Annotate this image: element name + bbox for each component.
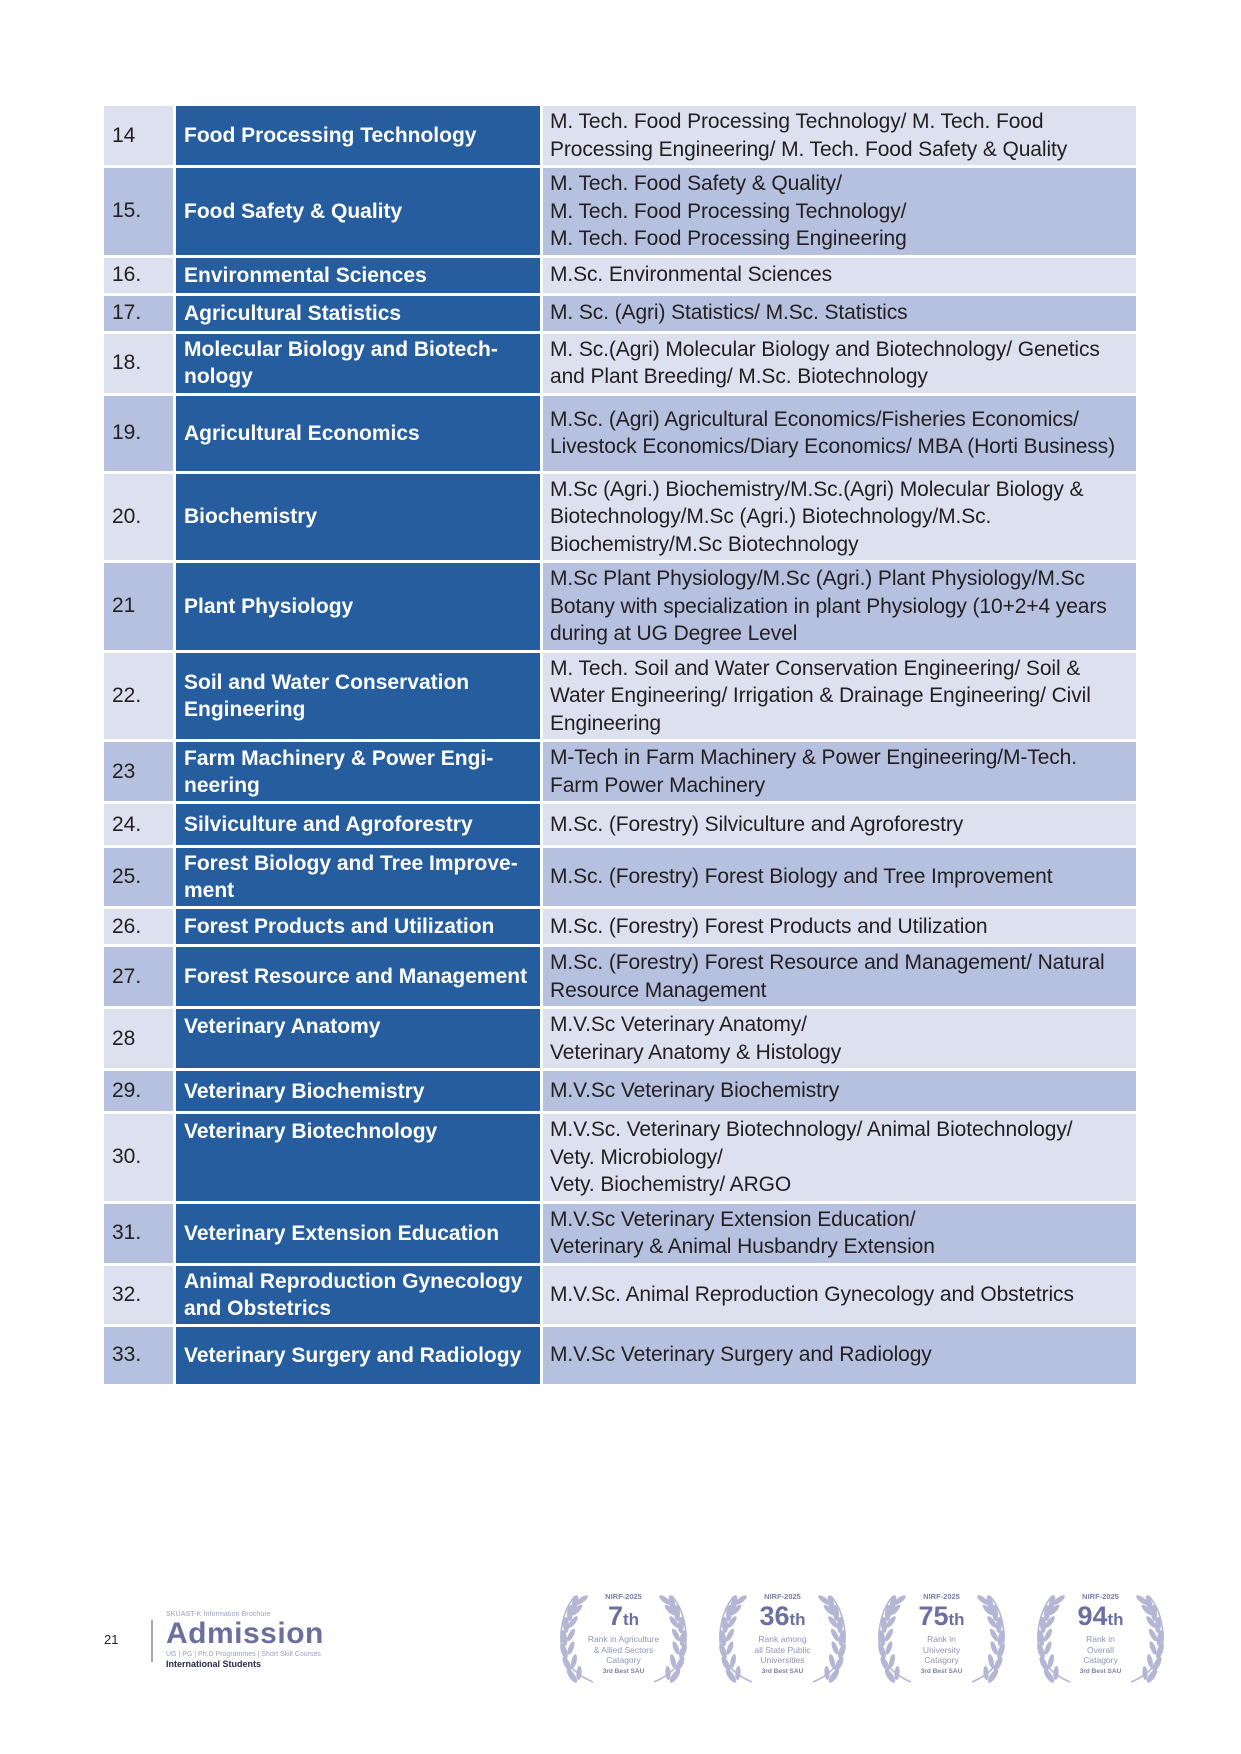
row-number: 21 — [104, 563, 176, 653]
brochure-brand — [166, 1611, 324, 1669]
badge-rank: 94th — [1077, 1601, 1124, 1631]
qualification-line: Vety. Microbiology/ — [550, 1145, 723, 1169]
required-qualification: M.V.Sc. Animal Reproduction Gynecology and Obstetrics — [543, 1266, 1136, 1327]
required-qualification: M.V.Sc Veterinary Biochemistry — [543, 1071, 1136, 1114]
table-row — [104, 168, 1136, 258]
badge-rank: 36th — [759, 1601, 806, 1631]
badge-description-line: Catagory — [606, 1655, 641, 1665]
required-qualification: M.Sc. (Forestry) Silviculture and Agroforestry — [543, 804, 1136, 848]
brand-subtitle: UG | PG | Ph.D Programmes | Short Skill Courses — [166, 1651, 321, 1658]
row-number: 29. — [104, 1071, 176, 1114]
table-row — [104, 804, 1136, 848]
row-number: 17. — [104, 296, 176, 334]
row-number: 33. — [104, 1327, 176, 1387]
row-number: 30. — [104, 1114, 176, 1204]
table-row — [104, 563, 1136, 653]
table-row — [104, 106, 1136, 168]
discipline-name: Forest Biology and Tree Improvement — [176, 848, 543, 909]
table-row — [104, 1266, 1136, 1327]
badge-description-line: Universities — [760, 1655, 805, 1665]
qualification-line: M. Tech. Food Safety & Quality/ — [550, 172, 842, 195]
badge-description-line: Rank in Agriculture — [587, 1634, 660, 1644]
discipline-name: Veterinary Surgery and Radiology — [176, 1327, 543, 1387]
required-qualification — [543, 1009, 1136, 1071]
badge-note: 3rd Best SAU — [920, 1667, 963, 1675]
badge-description-line: Overall — [1087, 1644, 1114, 1655]
table-row — [104, 1114, 1136, 1204]
table-row — [104, 1071, 1136, 1114]
table-row — [104, 1327, 1136, 1387]
badge-description-line: Rank in — [927, 1634, 956, 1644]
discipline-name: Soil and Water Conservation Engineering — [176, 653, 543, 743]
table-row — [104, 909, 1136, 947]
badge-rank: 75th — [918, 1601, 965, 1631]
discipline-name: Forest Resource and Management — [176, 947, 543, 1009]
required-qualification: M.Sc. (Agri) Agricultural Economics/Fisheries Economics/ Livestock Economics/Diary Economics/ MBA (Horti Business) — [543, 396, 1136, 474]
required-qualification: M.V.Sc Veterinary Surgery and Radiology — [543, 1327, 1136, 1387]
qualification-line: M. Tech. Food Processing Technology/ — [550, 199, 907, 223]
table-row — [104, 258, 1136, 296]
discipline-name: Plant Physiology — [176, 563, 543, 653]
row-number: 20. — [104, 474, 176, 564]
table-row — [104, 1204, 1136, 1266]
discipline-name: Forest Products and Utilization — [176, 909, 543, 947]
row-number: 24. — [104, 804, 176, 848]
nirf-rank-badge — [553, 1588, 694, 1684]
discipline-name: Animal Reproduction Gynecology and Obstetrics — [176, 1266, 543, 1327]
qualification-line: M.V.Sc. Veterinary Biotechnology/ Animal Biotechnology/ — [550, 1118, 1073, 1141]
eligibility-table — [104, 106, 1136, 1387]
discipline-name: Food Safety & Quality — [176, 168, 543, 258]
eligibility-table-container — [104, 106, 1136, 1387]
row-number: 28 — [104, 1009, 176, 1071]
badge-description — [575, 1634, 672, 1666]
qualification-line: M. Tech. Food Processing Engineering — [550, 227, 907, 250]
discipline-name: Veterinary Biochemistry — [176, 1071, 543, 1114]
footer-divider — [151, 1620, 153, 1662]
row-number: 25. — [104, 848, 176, 909]
required-qualification: M.Sc. (Forestry) Forest Biology and Tree Improvement — [543, 848, 1136, 909]
required-qualification: M.Sc. Environmental Sciences — [543, 258, 1136, 296]
discipline-name: Silviculture and Agroforestry — [176, 804, 543, 848]
row-number: 14 — [104, 106, 176, 168]
required-qualification: M.Sc Plant Physiology/M.Sc (Agri.) Plant Physiology/M.Sc Botany with specialization in plant Physiology (10+2+4 years during at UG Degree Level — [543, 563, 1136, 653]
required-qualification — [543, 1114, 1136, 1204]
qualification-line: Vety. Biochemistry/ ARGO — [550, 1173, 792, 1196]
discipline-name: Molecular Biology and Biotechnology — [176, 334, 543, 396]
discipline-name: Agricultural Economics — [176, 396, 543, 474]
page-number: 21 — [104, 1632, 119, 1647]
table-row — [104, 848, 1136, 909]
required-qualification — [543, 1204, 1136, 1266]
row-number: 23 — [104, 742, 176, 804]
nirf-badges — [553, 1588, 1171, 1684]
table-row — [104, 296, 1136, 334]
badge-note: 3rd Best SAU — [761, 1667, 804, 1675]
row-number: 31. — [104, 1204, 176, 1266]
badge-description-line: Catagory — [1083, 1655, 1118, 1665]
qualification-line: M.V.Sc Veterinary Extension Education/ — [550, 1207, 916, 1231]
table-row — [104, 653, 1136, 743]
row-number: 19. — [104, 396, 176, 474]
brand-international: International Students — [166, 1659, 262, 1669]
row-number: 22. — [104, 653, 176, 743]
discipline-name: Veterinary Biotechnology — [176, 1114, 543, 1204]
required-qualification: M. Tech. Food Processing Technology/ M. Tech. Food Processing Engineering/ M. Tech. Food Safety & Quality — [543, 106, 1136, 168]
nirf-rank-badge — [1030, 1588, 1171, 1684]
required-qualification: M-Tech in Farm Machinery & Power Engineering/M-Tech. Farm Power Machinery — [543, 742, 1136, 804]
badge-description-line: & Allied Sectors — [593, 1644, 654, 1655]
badge-rank: 7th — [607, 1601, 640, 1631]
qualification-line: Veterinary Anatomy & Histology — [550, 1040, 842, 1064]
discipline-name: Biochemistry — [176, 474, 543, 564]
badge-description-line: University — [922, 1644, 961, 1655]
badge-description-line: Rank among — [758, 1634, 807, 1644]
row-number: 32. — [104, 1266, 176, 1327]
discipline-name: Veterinary Extension Education — [176, 1204, 543, 1266]
discipline-name: Veterinary Anatomy — [176, 1009, 543, 1071]
table-row — [104, 474, 1136, 564]
nirf-rank-badge — [871, 1588, 1012, 1684]
qualification-line: Veterinary & Animal Husbandry Extension — [550, 1235, 935, 1258]
discipline-name: Food Processing Technology — [176, 106, 543, 168]
badge-label: NIRF-2025 — [605, 1592, 642, 1601]
required-qualification: M. Tech. Soil and Water Conservation Engineering/ Soil & Water Engineering/ Irrigation & Drainage Engineering/ Civil Engineering — [543, 653, 1136, 743]
badge-description — [893, 1634, 990, 1666]
badge-note: 3rd Best SAU — [1079, 1667, 1122, 1675]
row-number: 26. — [104, 909, 176, 947]
discipline-name: Farm Machinery & Power Engineering — [176, 742, 543, 804]
nirf-rank-badge — [712, 1588, 853, 1684]
table-row — [104, 742, 1136, 804]
table-row — [104, 947, 1136, 1009]
required-qualification: M.Sc. (Forestry) Forest Resource and Management/ Natural Resource Management — [543, 947, 1136, 1009]
badge-label: NIRF-2025 — [1082, 1592, 1119, 1601]
discipline-name: Environmental Sciences — [176, 258, 543, 296]
brand-supertitle: SKUAST-K Information Brochure — [166, 1611, 271, 1618]
badge-description — [734, 1634, 831, 1666]
required-qualification: M.Sc (Agri.) Biochemistry/M.Sc.(Agri) Molecular Biology & Biotechnology/M.Sc (Agri.) Biotechnology/M.Sc. Biochemistry/M.Sc Biotechnology — [543, 474, 1136, 564]
badge-description-line: all State Public — [754, 1644, 811, 1655]
row-number: 27. — [104, 947, 176, 1009]
badge-note: 3rd Best SAU — [602, 1667, 645, 1675]
table-row — [104, 1009, 1136, 1071]
badge-description — [1052, 1634, 1149, 1666]
required-qualification: M. Sc. (Agri) Statistics/ M.Sc. Statistics — [543, 296, 1136, 334]
qualification-line: M.V.Sc Veterinary Anatomy/ — [550, 1013, 807, 1036]
badge-label: NIRF-2025 — [923, 1592, 960, 1601]
discipline-name: Agricultural Statistics — [176, 296, 543, 334]
table-row — [104, 396, 1136, 474]
brand-title: Admission — [166, 1617, 324, 1650]
table-row — [104, 334, 1136, 396]
badge-description-line: Catagory — [924, 1655, 959, 1665]
badge-description-line: Rank in — [1086, 1634, 1115, 1644]
required-qualification: M.Sc. (Forestry) Forest Products and Utilization — [543, 909, 1136, 947]
row-number: 18. — [104, 334, 176, 396]
badge-label: NIRF-2025 — [764, 1592, 801, 1601]
required-qualification — [543, 168, 1136, 258]
row-number: 16. — [104, 258, 176, 296]
row-number: 15. — [104, 168, 176, 258]
required-qualification: M. Sc.(Agri) Molecular Biology and Biotechnology/ Genetics and Plant Breeding/ M.Sc. Biotechnology — [543, 334, 1136, 396]
